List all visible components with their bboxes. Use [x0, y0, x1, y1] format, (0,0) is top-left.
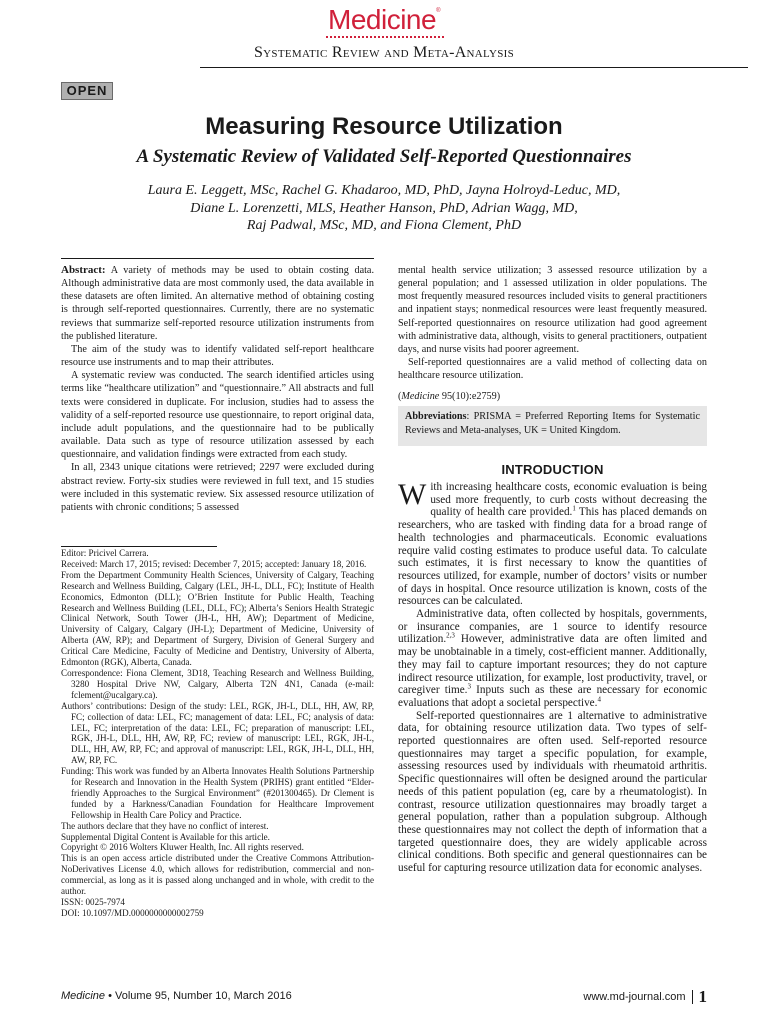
intro-text: Inputs such as these are necessary for economic evaluations that adopt a societal perspective.: [398, 684, 707, 709]
introduction-heading: INTRODUCTION: [501, 462, 604, 477]
footer-issue: Volume 95, Number 10, March 2016: [115, 990, 292, 1002]
intro-text: ith increasing healthcare costs, economic evaluation is being used more frequently, to curb costs without decreasing the quality of health care provided.: [430, 481, 707, 519]
abstract-paragraph: A systematic review was conducted. The search identified articles using terms like “healthcare utilization” and “questionnaire.” All abstracts and full texts were considered in duplicate. For inclusion, studies had to assess the validity of a self-reported resource use questionnaire, to report original data, include adult populations, and the questionnaire had to be publically available. Data such as type of resource utilization assessed by each questionnaire, and validation findings were extracted from each study.: [61, 370, 374, 461]
introduction-body: [398, 478, 707, 875]
footer-page-info: [583, 987, 707, 1007]
citation-journal: Medicine: [401, 391, 440, 403]
abstract-conclusion: Self-reported questionnaires are a valid method of collecting data on healthcare resource utilization.: [398, 357, 707, 382]
footnote-issn: ISSN: 0025-7974: [61, 897, 125, 907]
abstract-paragraph: [61, 264, 374, 343]
abbreviations-text: : PRISMA = Preferred Reporting Items for Systematic Reviews and Meta-analyses, UK = United Kingdom.: [405, 411, 700, 436]
footnote-correspondence: Correspondence: Fiona Clement, 3D18, Teaching Research and Wellness Building, 3280 Hospital Drive NW, Calgary, Alberta T2N 4N1, Canada (e-mail: fclement@ucalgary.ca).: [61, 667, 374, 700]
footnote-supplemental: Supplemental Digital Content is Available for this article.: [61, 831, 270, 842]
abstract-continued: [398, 264, 707, 404]
footer-issue-info: [61, 990, 292, 1002]
journal-logo: [0, 4, 768, 36]
intro-text: However, administrative data are often limited and may be unobtainable in a timely, cost-efficient manner. Additionally, they may fail to capture important resources; they do not capture indirect resource utilization, for example, lost productivity, travel, or caregiver time.: [398, 633, 707, 697]
article-title: Measuring Resource Utilization: [205, 113, 563, 140]
journal-name: Medicine: [328, 4, 437, 35]
intro-paragraph: [398, 478, 707, 608]
logo-dotted-underline: [326, 36, 444, 38]
author-list: [60, 182, 708, 235]
footnote-affiliations: From the Department Community Health Sciences, University of Calgary, Teaching Research and Wellness Building, Calgary (LEL, JH-L, DLL, FC); Institute of Health Economics, Edmonton (DLL); O’Brien Institute for Public Health, Teaching Research and Wellness Building (LEL, DLL, FC); Alberta’s Seniors Health Strategic Clinical Network, South Tower (JH-L, HH, AW); Department of Medicine, University of Calgary, Calgary (JH-L); Department of Medicine, University of Alberta (AW, RP); and Department of Surgery, Division of General Surgery and Critical Care Medicine, Faculty of Medicine and Dentistry, University of Alberta, Edmonton (RGK), Alberta, Canada.: [61, 569, 374, 668]
intro-paragraph: Self-reported questionnaires are 1 alternative to administrative data, for obtaining resource utilization data. Two types of self-reported questionnaires are often used. Self-reported resource questionnaires may target a specific population, for example, assessing resources used by individuals with rheumatoid arthritis. Specific questionnaires will often be designed around the particular needs of this patient population (eg, care by a rheumatologist). In contrast, resource utilization questionnaires may broadly target a general population, rather than a population subgroup. Although these questionnaires may not collect the depth of information that a targeted questionnaire does, they are widely applicable across clinical conditions. Both specific and general questionnaires can be useful for capturing resource utilization data for economic analyses.: [398, 709, 707, 875]
footnote-conflict: The authors declare that they have no conflict of interest.: [61, 820, 269, 831]
abstract-label: Abstract:: [61, 264, 106, 276]
footer-website-link[interactable]: www.md-journal.com: [583, 990, 686, 1003]
footer-journal: Medicine: [61, 990, 106, 1002]
footnote-editor: Editor: Pricivel Carrera.: [61, 548, 149, 558]
intro-text: This has placed demands on researchers, who are tasked with finding data for a broad range of health technologies and pharmaceuticals. Economic evaluations require valid costing estimates to produce useful data. To calculate such estimates, it is first necessary to know the quantities of resources utilized, for example, number of doctors’ visits or number of days in hospital. Once resource utilization is known, costs of the resources can be calculated.: [398, 506, 707, 608]
citation-volume: 95(10):e2759): [441, 391, 501, 403]
abbreviations-label: Abbreviations: [405, 411, 467, 422]
drop-cap: W: [398, 478, 427, 511]
article-citation: (Medicine 95(10):e2759): [398, 391, 501, 403]
footer-bullet: •: [108, 990, 112, 1002]
footnote-license: This is an open access article distributed under the Creative Commons Attribution-NoDerivatives License 4.0, which allows for redistribution, commercial and non-commercial, as long as it is passed along unchanged and in whole, with credit to the author.: [61, 853, 374, 897]
citation-ref: 1: [572, 504, 576, 513]
footnote-divider: [61, 546, 217, 547]
footnote-doi: DOI: 10.1097/MD.0000000000002759: [61, 907, 204, 918]
footnote-contributions: Authors’ contributions: Design of the study: LEL, RGK, JH-L, DLL, HH, AW, RP, FC; collection of data: LEL, FC; management of data: LEL, FC; analysis of data: LEL, FC; interpretation of the data: LEL, FC; preparation of manuscript: LEL, RGK, JH-L, DLL, HH, AW, RP, FC; review of manuscript: LEL, RGK, JH-L, DLL, HH, AW, RP, FC; and approval of manuscript: LEL, RGK, JH-L, DLL, HH, AW, RP, FC.: [61, 700, 374, 766]
abstract-paragraph: The aim of the study was to identify validated self-report healthcare resource use instruments and to map their attributes.: [61, 343, 374, 369]
citation-ref: 2,3: [446, 631, 455, 640]
registered-mark: ®: [436, 8, 440, 14]
abstract-divider: [61, 258, 374, 259]
author-line: Raj Padwal, MSc, MD, and Fiona Clement, PhD: [246, 218, 522, 233]
article-subtitle: A Systematic Review of Validated Self-Reported Questionnaires: [136, 146, 632, 167]
abstract-paragraph: In all, 2343 unique citations were retrieved; 2297 were excluded during abstract review. Forty-six studies were reviewed in full text, and 15 studies were included in this systematic review. Six assessed resource utilization of patients with chronic conditions; 5 assessed: [61, 462, 374, 513]
intro-paragraph: [398, 608, 707, 710]
author-line: Laura E. Leggett, MSc, Rachel G. Khadaroo, MD, PhD, Jayna Holroyd-Leduc, MD,: [147, 183, 621, 198]
footnote-funding: Funding: This work was funded by an Alberta Innovates Health Solutions Partnership for Research and Innovation in the Health System (PRIHS) grant entitled “Elder-friendly Approaches to the Surgical Environment” (#201300465). Dr Clement is funded by a Harkness/Canadian Foundation for Healthcare Improvement Fellowship in Health Care Policy and Practice.: [61, 766, 374, 820]
footer-separator: [692, 990, 693, 1004]
abbreviations-box: [398, 406, 707, 446]
abstract-text: A variety of methods may be used to obtain costing data. Although administrative data are most commonly used, the data available in these datasets are often limited. An alternative method of obtaining costing is through self-reported questionnaires. Currently, there are no systematic reviews that summarize self-reported resource utilization instruments from the published literature.: [61, 265, 374, 342]
article-footnotes: [61, 548, 374, 919]
open-access-badge: OPEN: [61, 82, 113, 100]
citation-ref: 3: [467, 682, 471, 691]
page-number: 1: [698, 987, 707, 1006]
section-divider: [200, 67, 748, 68]
footnote-copyright: Copyright © 2016 Wolters Kluwer Health, Inc. All rights reserved.: [61, 842, 304, 853]
author-line: Diane L. Lorenzetti, MLS, Heather Hanson, PhD, Adrian Wagg, MD,: [190, 200, 578, 216]
citation-ref: 4: [597, 695, 601, 704]
abstract-paragraph: mental health service utilization; 3 assessed resource utilization by a general population; and 1 assessed utilization in older populations. The most frequently measured resources included visits to general practitioners and inpatient stays; nonmedical resources were least frequently measured. Self-reported questionnaires on resource utilization had good agreement with administrative data, although, visits to general practitioners, outpatient days, and nurse visits had poorer agreement.: [398, 265, 707, 355]
section-label: Systematic Review and Meta-Analysis: [253, 44, 514, 61]
intro-text: Administrative data, often collected by hospitals, governments, or insurance companies, are 1 source to identify resource utilization.: [398, 608, 707, 646]
footnote-dates: Received: March 17, 2015; revised: December 7, 2015; accepted: January 18, 2016.: [61, 558, 367, 569]
abstract: [61, 264, 374, 514]
